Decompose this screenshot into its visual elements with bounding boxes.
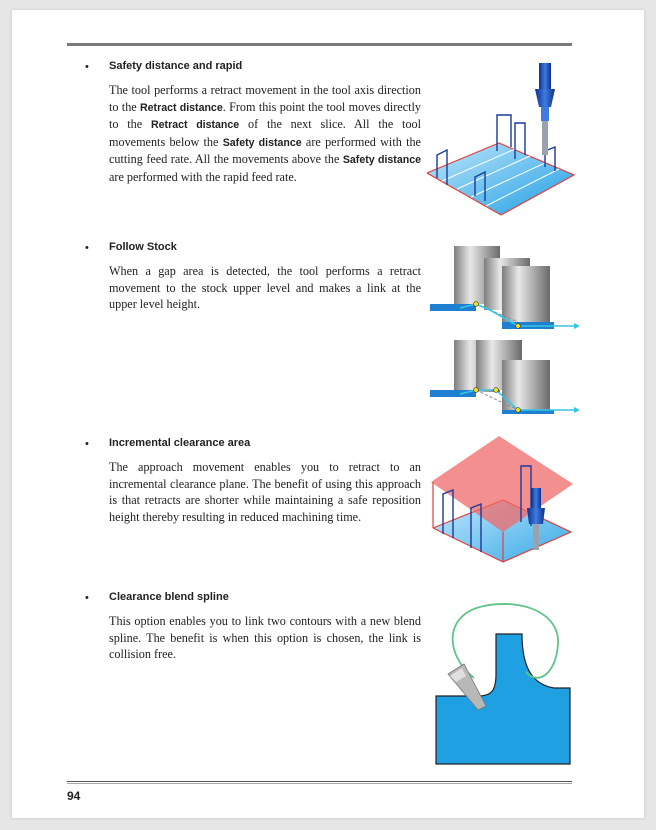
blend-spline-illustration [434,594,580,766]
bullet-icon: • [85,61,89,73]
body-text: The approach movement enables you to retract to an incremental clearance plane. The benefit of using this approach is that retracts are shorter while maintaining a safe reposition height thereby resulting in reduced machining time. [109,460,421,524]
bullet-icon: • [85,242,89,254]
body-text: When a gap area is detected, the tool performs a retract movement to the stock upper level and makes a link at the upper level height. [109,264,421,312]
bold-term: Safety distance [222,136,302,149]
section-title: Clearance blend spline [109,591,229,603]
section-body [109,82,421,186]
follow-stock-illustration [430,244,580,414]
footer-rule [67,781,572,782]
body-text: This option enables you to link two contours with a new blend spline. The benefit is when this option is chosen, the link is collision free. [109,614,421,662]
footer-rule-secondary [67,783,572,784]
header-rule [67,43,572,46]
body-text: . From this point the tool moves directly to the [109,99,421,132]
document-page [12,10,644,818]
section-title: Safety distance and rapid [109,60,243,72]
page-number: 94 [67,789,81,803]
bullet-icon: • [85,438,89,450]
section-body [109,263,421,313]
stock-diagram-top [430,246,580,329]
section-title: Incremental clearance area [109,437,251,449]
body-text: The tool performs a retract movement in the tool axis direction to the [109,83,421,114]
body-text: are performed with the cutting feed rate. All the movements above the [109,134,421,167]
bullet-icon: • [85,592,89,604]
section-body [109,459,421,525]
section-body [109,613,421,663]
body-text: of the next slice. All the tool movements below the [109,117,422,149]
stock-diagram-bottom [430,340,580,414]
bold-term: Safety distance [342,154,421,167]
bold-term: Retract distance [151,119,240,132]
safety-distance-illustration [427,55,579,227]
section-title: Follow Stock [109,241,177,253]
bold-term: Retract distance [140,101,223,114]
incremental-clearance-illustration [427,436,577,586]
body-text: are performed with the rapid feed rate. [109,169,297,184]
